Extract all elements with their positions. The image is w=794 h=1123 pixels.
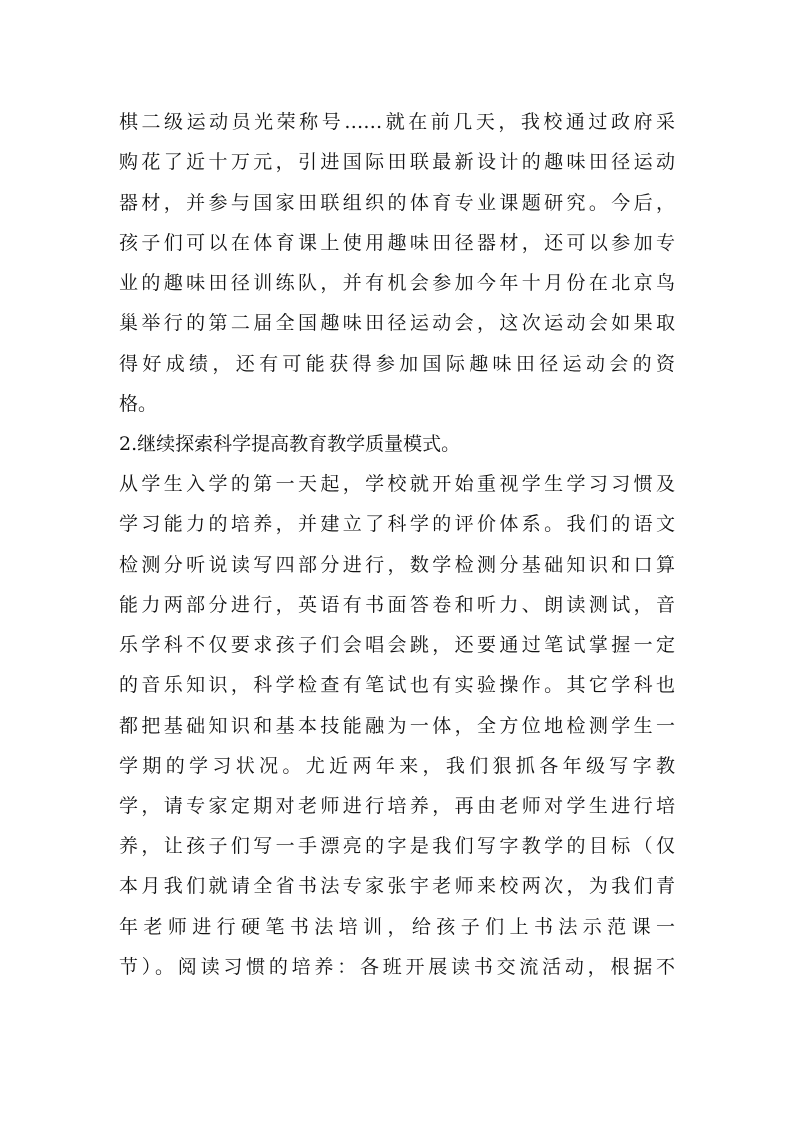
- text-line: 能力两部分进行，英语有书面答卷和听力、朗读测试，音: [119, 594, 675, 616]
- text-line: 本月我们就请全省书法专家张宇老师来校两次，为我们青: [119, 875, 675, 897]
- text-line: 孩子们可以在体育课上使用趣味田径器材，还可以参加专: [119, 232, 675, 254]
- text-line: 格。: [119, 393, 158, 415]
- text-line: 购花了近十万元，引进国际田联最新设计的趣味田径运动: [119, 151, 675, 173]
- text-line: 得好成绩，还有可能获得参加国际趣味田径运动会的资: [119, 353, 675, 375]
- text-line: 都把基础知识和基本技能融为一体，全方位地检测学生一: [119, 715, 675, 737]
- text-line: 养，让孩子们写一手漂亮的字是我们写字教学的目标（仅: [119, 835, 675, 857]
- text-line: 从学生入学的第一天起，学校就开始重视学生学习习惯及: [119, 473, 675, 495]
- text-line: 的音乐知识，科学检查有笔试也有实验操作。其它学科也: [119, 674, 675, 696]
- text-line: 学期的学习状况。尤近两年来，我们狠抓各年级写字教: [119, 755, 675, 777]
- text-line: 乐学科不仅要求孩子们会唱会跳，还要通过笔试掌握一定: [119, 634, 675, 656]
- text-line: 巢举行的第二届全国趣味田径运动会，这次运动会如果取: [119, 312, 675, 334]
- section-heading: 2.继续探索科学提高教育教学质量模式。: [119, 433, 461, 455]
- text-line: 学，请专家定期对老师进行培养，再由老师对学生进行培: [119, 795, 675, 817]
- text-line: 学习能力的培养，并建立了科学的评价体系。我们的语文: [119, 513, 675, 535]
- text-line: 棋二级运动员光荣称号……就在前几天，我校通过政府采: [119, 111, 675, 133]
- text-line: 检测分听说读写四部分进行，数学检测分基础知识和口算: [119, 554, 675, 576]
- text-line: 节）。阅读习惯的培养：各班开展读书交流活动，根据不: [119, 956, 675, 978]
- text-line: 业的趣味田径训练队，并有机会参加今年十月份在北京鸟: [119, 272, 675, 294]
- text-line: 器材，并参与国家田联组织的体育专业课题研究。今后，: [119, 192, 675, 214]
- text-line: 年老师进行硬笔书法培训，给孩子们上书法示范课一: [119, 916, 675, 938]
